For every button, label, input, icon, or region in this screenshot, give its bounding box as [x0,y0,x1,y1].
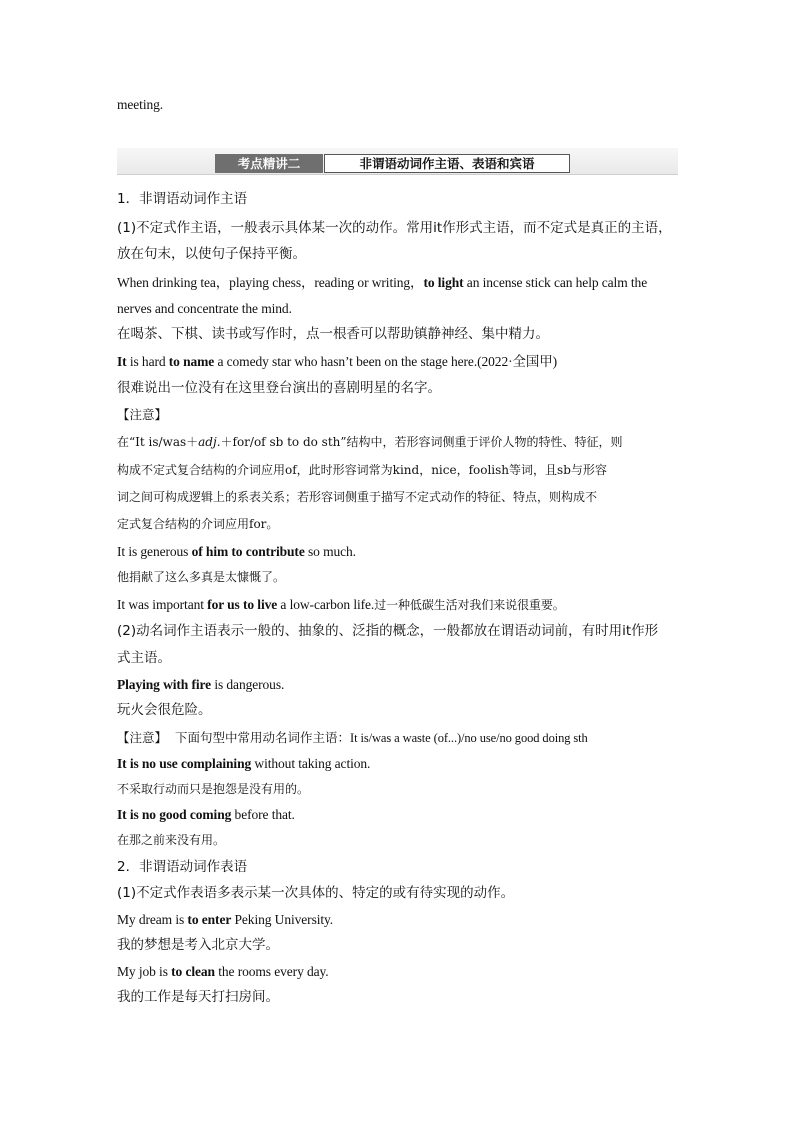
section2-heading: 2．非谓语动词作表语 [117,859,248,875]
s1-ex2-en: It is hard to name a comedy star who hasn’t been on the stage here.(2022·全国甲) [117,354,558,369]
s1-p2-line1: (2)动名词作主语表示一般的、抽象的、泛指的概念，一般都放在谓语动词前，有时用it作形 [117,623,659,639]
note2: 【注意】 下面句型中常用动名词作主语：It is/was a waste (of...)/no use/no good doing sth [117,730,588,745]
s1-ex3-zh: 他捐献了这么多真是太慷慨了。 [117,570,286,584]
s1-ex5-zh: 玩火会很危险。 [117,702,212,718]
top-line: meeting. [117,97,164,112]
s1-ex7-en: It is no good coming before that. [117,807,295,822]
s1-p2-line2: 式主语。 [117,650,171,666]
note1-line2: 构成不定式复合结构的介词应用of，此时形容词常为kind，nice，foolish等词，且sb与形容 [117,463,607,477]
s2-ex1-en: My dream is to enter Peking University. [117,912,334,927]
s2-p1: (1)不定式作表语多表示某一次具体的、特定的或有待实现的动作。 [117,885,515,901]
s1-ex5-en: Playing with fire is dangerous. [117,677,285,692]
s1-ex1-en-line2: nerves and concentrate the mind. [117,301,292,316]
s1-ex1-zh: 在喝茶、下棋、读书或写作时，点一根香可以帮助镇静神经、集中精力。 [117,326,549,342]
s1-ex6-zh: 不采取行动而只是抱怨是没有用的。 [117,782,310,796]
s1-p1-line1: (1)不定式作主语，一般表示具体某一次的动作。常用it作形式主语，而不定式是真正的主语， [117,220,672,236]
s2-ex1-zh: 我的梦想是考入北京大学。 [117,937,279,953]
s1-ex7-zh: 在那之前来没有用。 [117,833,226,847]
s1-ex1-en-line1: When drinking tea，playing chess，reading or writing，to light an incense stick can help calm the [117,275,648,290]
note1-line4: 定式复合结构的介词应用for。 [117,517,279,531]
note-label: 【注意】 [117,407,168,422]
s2-ex2-zh: 我的工作是每天打扫房间。 [117,989,279,1005]
s2-ex2-en: My job is to clean the rooms every day. [117,964,329,979]
note1-line3: 词之间可构成逻辑上的系表关系；若形容词侧重于描写不定式动作的特征、特点，则构成不 [117,490,598,504]
s1-ex6-en: It is no use complaining without taking action. [117,756,371,771]
section-banner [117,148,678,176]
note1-line1: 在“It is/was＋adj.＋for/of sb to do sth”结构中，若形容词侧重于评价人物的特性、特征，则 [117,435,623,449]
s1-ex2-zh: 很难说出一位没有在这里登台演出的喜剧明星的名字。 [117,380,441,396]
s1-ex4: It was important for us to live a low-carbon life.过一种低碳生活对我们来说很重要。 [117,597,565,612]
banner-tag: 考点精讲二 [215,154,323,173]
section1-heading: 1．非谓语动词作主语 [117,191,248,207]
s1-p1-line2: 放在句末，以使句子保持平衡。 [117,246,306,262]
banner-title: 非谓语动词作主语、表语和宾语 [324,154,570,173]
s1-ex3-en: It is generous of him to contribute so much. [117,544,356,559]
